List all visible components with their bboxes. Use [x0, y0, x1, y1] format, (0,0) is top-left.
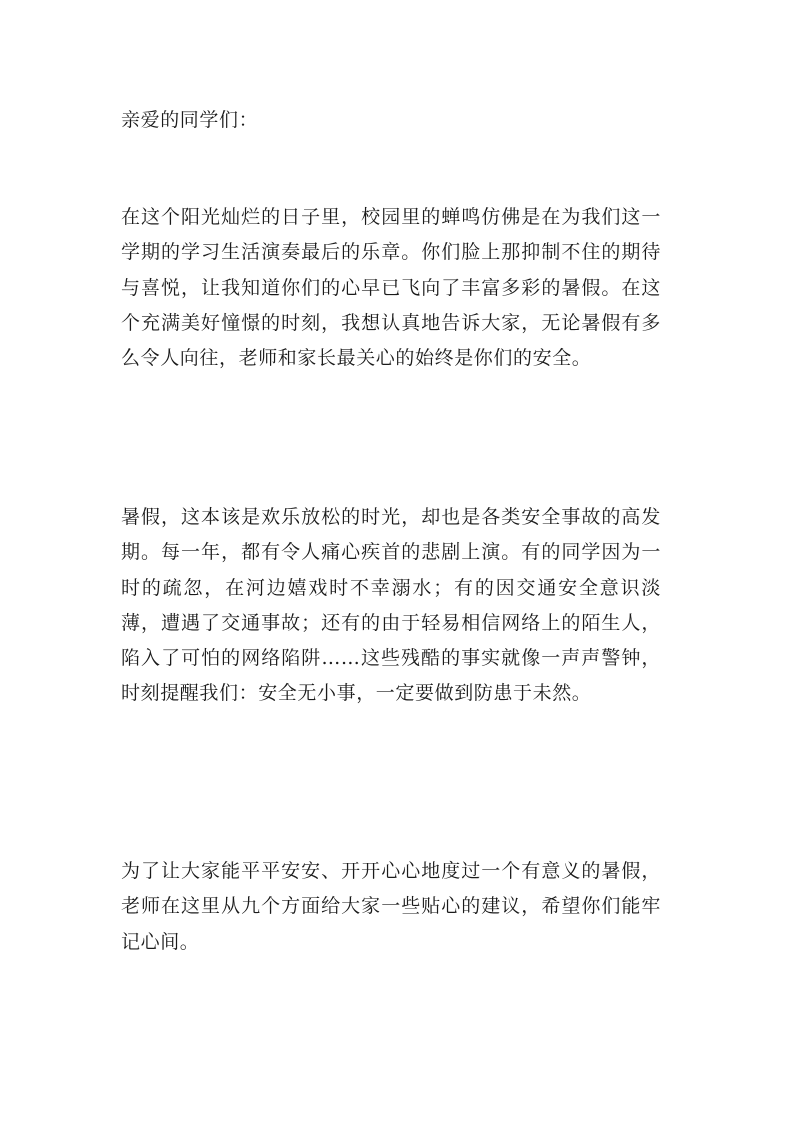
- paragraph-2: 暑假，这本该是欢乐放松的时光，却也是各类安全事故的高发期。每一年，都有令人痛心疾首的悲剧上演。有的同学因为一时的疏忽，在河边嬉戏时不幸溺水；有的因交通安全意识淡薄，遭遇了交通事故；还有的由于轻易相信网络上的陌生人，陷入了可怕的网络陷阱……这些残酷的事实就像一声声警钟，时刻提醒我们：安全无小事，一定要做到防患于未然。: [121, 506, 661, 705]
- paragraph-3: 为了让大家能平平安安、开开心心地度过一个有意义的暑假，老师在这里从九个方面给大家一些贴心的建议，希望你们能牢记心间。: [121, 860, 661, 953]
- salutation: 亲爱的同学们：: [121, 109, 259, 131]
- paragraph-1: 在这个阳光灿烂的日子里，校园里的蝉鸣仿佛是在为我们这一学期的学习生活演奏最后的乐章。你们脸上那抑制不住的期待与喜悦，让我知道你们的心早已飞向了丰富多彩的暑假。在这个充满美好憧憬的时刻，我想认真地告诉大家，无论暑假有多么令人向往，老师和家长最关心的始终是你们的安全。: [121, 206, 661, 370]
